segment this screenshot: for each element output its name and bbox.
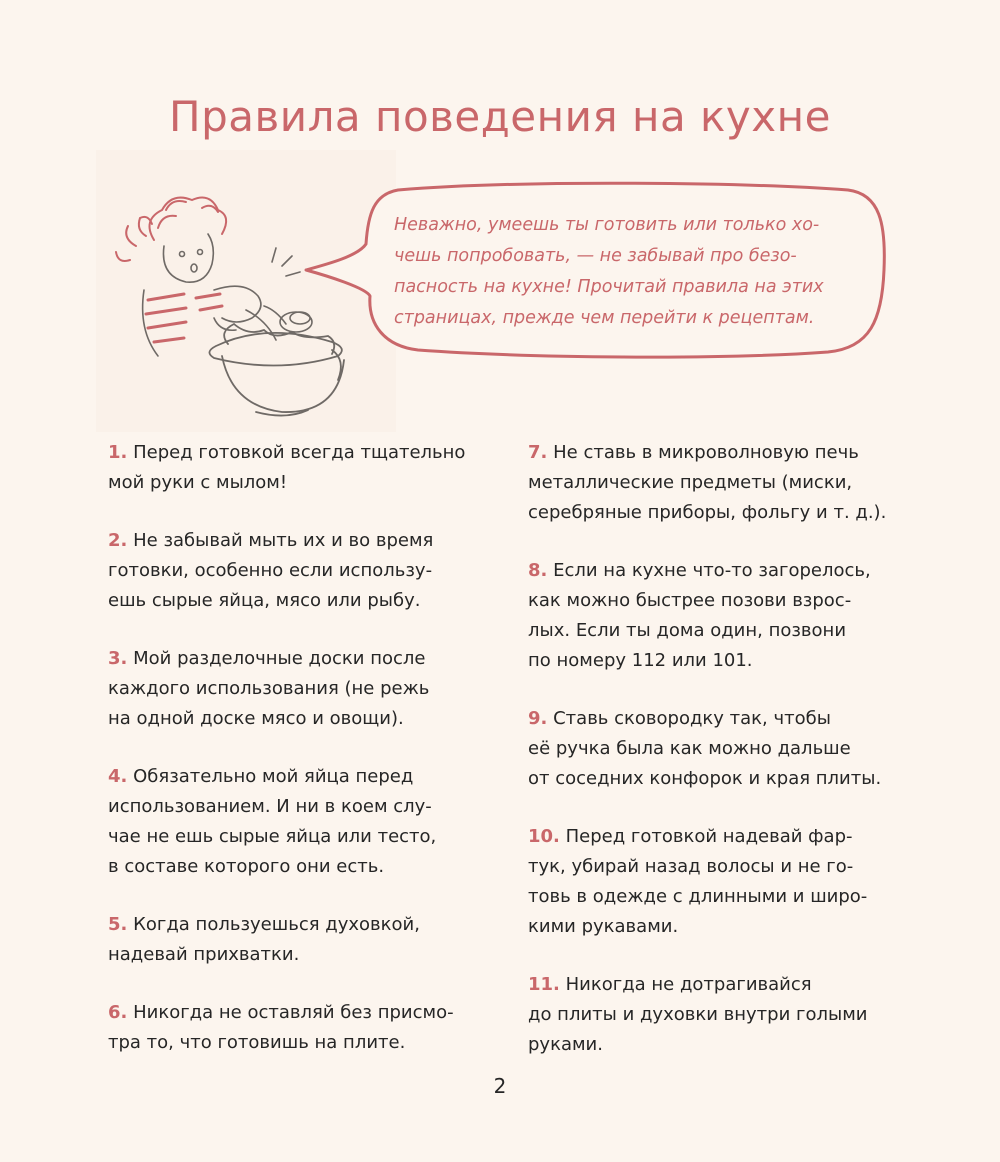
rule-line: Никогда не оставляй без присмо- <box>133 1002 454 1023</box>
rule-line: металлические предметы (миски, <box>528 472 853 493</box>
rule-line: Мой разделочные доски после <box>133 648 426 669</box>
rule-number: 3. <box>108 648 128 669</box>
rule-line: ешь сырые яйца, мясо или рыбу. <box>108 590 421 611</box>
page-title: Правила поведения на кухне <box>169 92 831 141</box>
rule-line: Когда пользуешься духовкой, <box>133 914 420 935</box>
rule-line: Ставь сковородку так, чтобы <box>553 708 831 729</box>
rule-line: Если на кухне что-то загорелось, <box>553 560 871 581</box>
bubble-line: пасность на кухне! Прочитай правила на этих <box>394 277 824 297</box>
rule-number: 7. <box>528 442 548 463</box>
page-number: 2 <box>493 1074 507 1098</box>
rule-line: Обязательно мой яйца перед <box>133 766 414 787</box>
bubble-line: Неважно, умеешь ты готовить или только хо- <box>394 215 820 235</box>
rule-4 <box>108 762 508 882</box>
rule-line: тук, убирай назад волосы и не го- <box>528 856 854 877</box>
rule-line: от соседних конфорок и края плиты. <box>528 768 882 789</box>
rule-line: тра то, что готовишь на плите. <box>108 1032 406 1053</box>
rule-line: по номеру 112 или 101. <box>528 650 753 671</box>
speech-bubble <box>358 184 886 356</box>
rules-column-right <box>528 438 928 1060</box>
rule-line: Не ставь в микроволновую печь <box>553 442 859 463</box>
rule-line: на одной доске мясо и овощи). <box>108 708 404 729</box>
rule-5 <box>108 910 508 970</box>
rule-line: её ручка была как можно дальше <box>528 738 851 759</box>
rule-2 <box>108 526 508 616</box>
rule-line: Перед готовкой всегда тщательно <box>133 442 466 463</box>
rule-3 <box>108 644 508 734</box>
rule-line: Перед готовкой надевай фар- <box>565 826 853 847</box>
rule-1 <box>108 438 508 498</box>
rule-10 <box>528 822 928 942</box>
bubble-line: страницах, прежде чем перейти к рецептам. <box>394 308 815 328</box>
rules-column-left <box>108 438 508 1058</box>
rule-line: Не забывай мыть их и во время <box>133 530 434 551</box>
rule-number: 6. <box>108 1002 128 1023</box>
rule-line: использованием. И ни в коем слу- <box>108 796 432 817</box>
rule-line: мой руки с мылом! <box>108 472 288 493</box>
rule-line: как можно быстрее позови взрос- <box>528 590 852 611</box>
rule-line: кими рукавами. <box>528 916 679 937</box>
rule-line: руками. <box>528 1034 603 1055</box>
rule-line: чае не ешь сырые яйца или тесто, <box>108 826 437 847</box>
rule-11 <box>528 970 928 1060</box>
girl-mixing-illustration <box>96 150 396 432</box>
rule-6 <box>108 998 508 1058</box>
rule-line: серебряные приборы, фольгу и т. д.). <box>528 502 887 523</box>
rule-line: товь в одежде с длинными и широ- <box>528 886 868 907</box>
rule-line: каждого использования (не режь <box>108 678 430 699</box>
rule-line: готовки, особенно если использу- <box>108 560 433 581</box>
bubble-text <box>394 210 864 334</box>
rule-number: 5. <box>108 914 128 935</box>
rule-line: надевай прихватки. <box>108 944 300 965</box>
rule-line: до плиты и духовки внутри голыми <box>528 1004 868 1025</box>
rule-number: 1. <box>108 442 128 463</box>
rule-number: 9. <box>528 708 548 729</box>
illustration-drawing <box>96 150 396 432</box>
rule-7 <box>528 438 928 528</box>
rule-number: 10. <box>528 826 560 847</box>
rule-line: в составе которого они есть. <box>108 856 385 877</box>
rule-8 <box>528 556 928 676</box>
rule-number: 8. <box>528 560 548 581</box>
rule-number: 4. <box>108 766 128 787</box>
bubble-line: чешь попробовать, — не забывай про безо- <box>394 246 797 266</box>
rule-9 <box>528 704 928 794</box>
rule-line: Никогда не дотрагивайся <box>565 974 812 995</box>
rule-line: лых. Если ты дома один, позвони <box>528 620 847 641</box>
rule-number: 11. <box>528 974 560 995</box>
rule-number: 2. <box>108 530 128 551</box>
